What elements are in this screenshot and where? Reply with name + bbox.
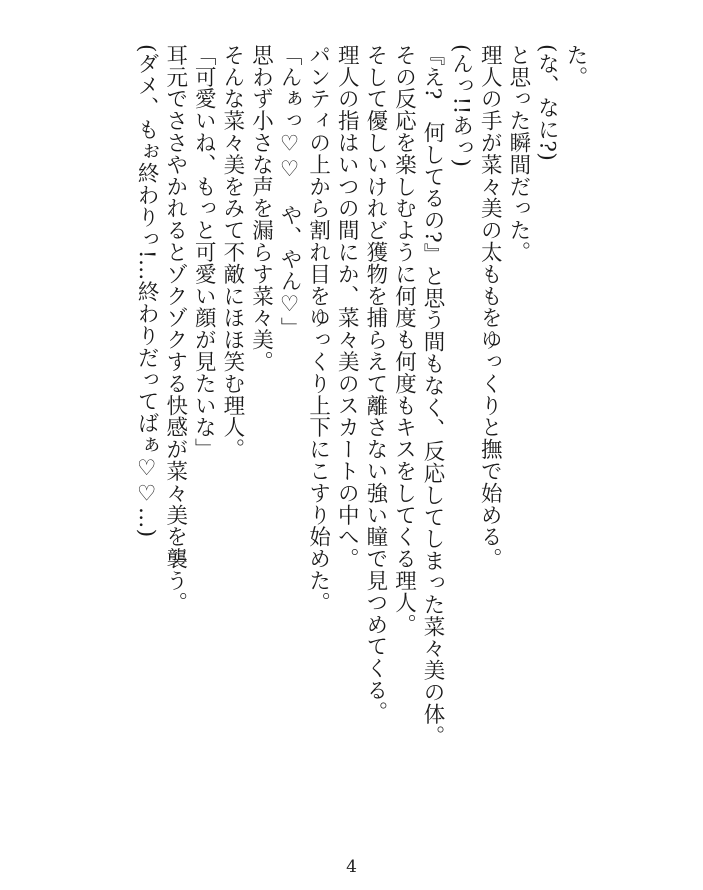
text-line: パンティの上から割れ目をゆっくり上下にこすり始めた。 <box>305 44 331 614</box>
text-line: 「んぁっ♡♡ や、やん♡」 <box>277 44 303 340</box>
vertical-text-body <box>132 44 590 784</box>
text-line: その反応を楽しむように何度も何度もキスをしてくる理人。 <box>391 44 417 636</box>
text-line: (な、なに?) <box>534 44 560 162</box>
text-line: た。 <box>563 44 588 88</box>
text-line: 理人の指はいつの間にか、菜々美のスカートの中へ。 <box>334 44 360 570</box>
text-line: そして優しいけれど獲物を捕らえて離さない強い瞳で見つめてくる。 <box>362 44 388 723</box>
text-line: (ダメ、もぉ終わりっ!…終わりだってばぁ♡♡…) <box>134 44 160 538</box>
text-line: と思った瞬間だった。 <box>505 44 531 263</box>
text-line: 『え? 何してるの?』と思う間もなく、反応してしまった菜々美の体。 <box>420 44 446 747</box>
text-line: 耳元でささやかれるとゾクゾクする快感が菜々美を襲う。 <box>162 44 188 614</box>
text-line: (んっ!!あっ) <box>448 44 474 168</box>
page-number: 4 <box>346 857 357 877</box>
text-line: 思わず小さな声を漏らす菜々美。 <box>248 44 274 373</box>
text-line: 理人の手が菜々美の太ももをゆっくりと撫で始める。 <box>477 44 503 570</box>
text-line: 「可愛いね、もっと可愛い顔が見たいな」 <box>191 44 217 461</box>
text-line: そんな菜々美をみて不敵にほほ笑む理人。 <box>219 44 245 461</box>
